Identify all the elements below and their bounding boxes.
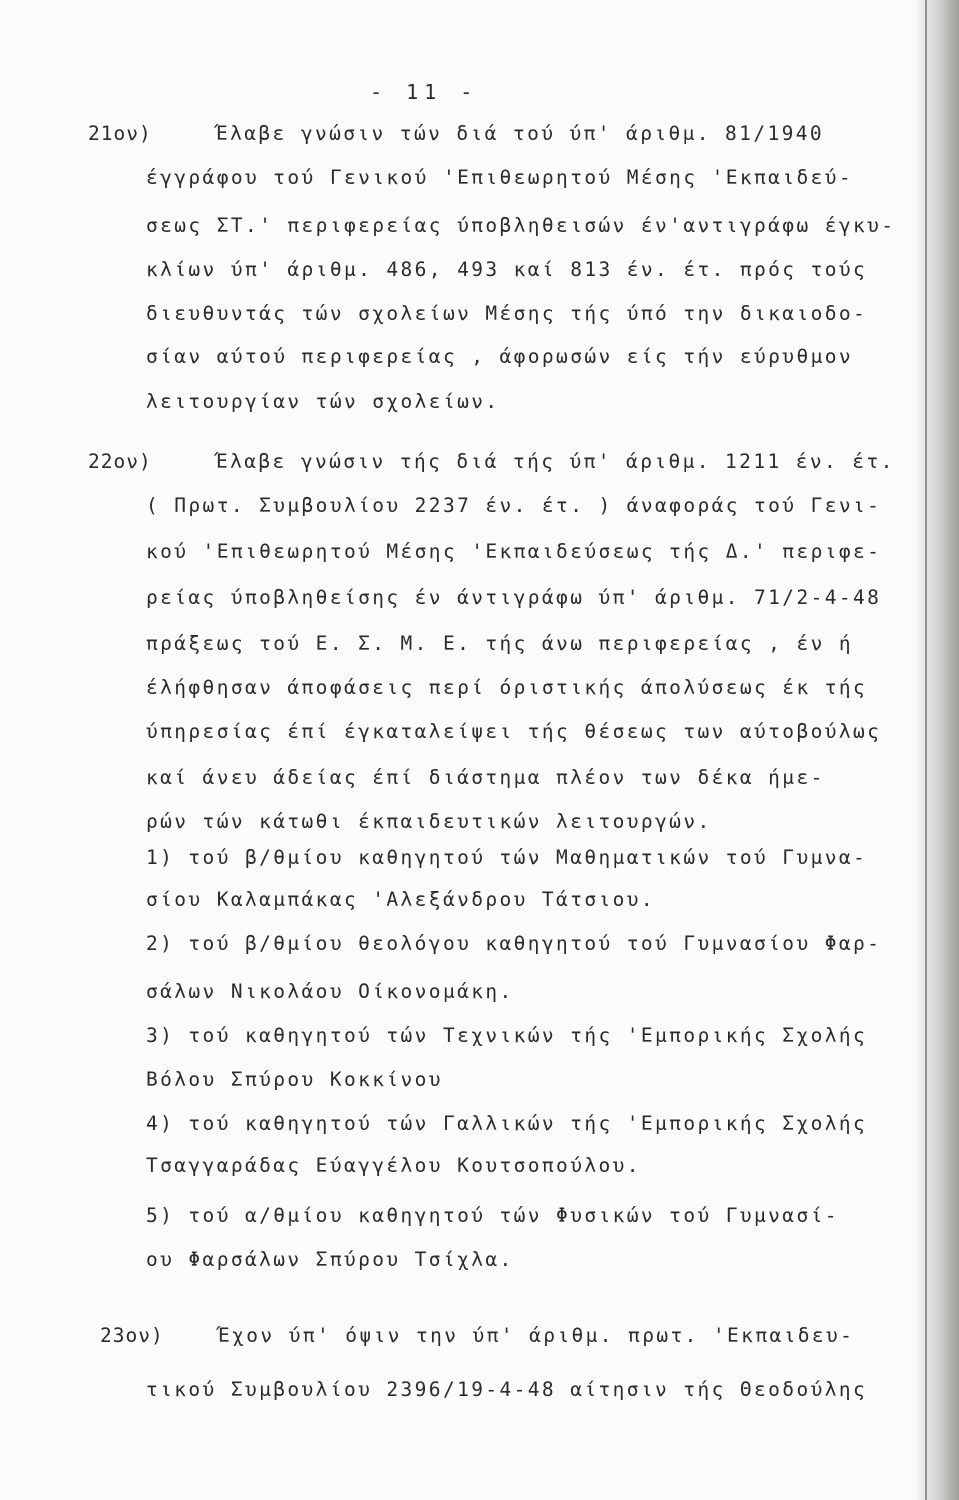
text-line: Τσαγγαράδας Εύαγγέλου Κουτσοπούλου.	[146, 1154, 641, 1177]
text-line	[100, 1324, 854, 1348]
text-line: ύπηρεσίας έπί έγκαταλείψει τής θέσεως των αύτοβούλως	[146, 720, 882, 743]
list-item: 3) τού καθηγητού τών Τεχνικών τής 'Εμπορικής Σχολής	[146, 1024, 868, 1047]
text-line	[88, 450, 895, 474]
line-text: Έλαβε γνώσιν τής διά τής ύπ' άριθμ. 1211 έν. έτ.	[216, 450, 895, 473]
page-number: - 11 -	[370, 80, 479, 104]
line-text: Έλαβε γνώσιν τών διά τού ύπ' άριθμ. 81/1940	[216, 122, 825, 145]
paragraph-number: 22ον)	[88, 450, 152, 473]
paragraph-number: 21ον)	[88, 122, 152, 145]
text-line: Βόλου Σπύρου Κοκκίνου	[146, 1068, 443, 1091]
text-line: σίου Καλαμπάκας 'Αλεξάνδρου Τάτσιου.	[146, 888, 656, 911]
text-line: διευθυντάς τών σχολείων Μέσης τής ύπό την δικαιοδο-	[146, 302, 868, 325]
text-line: ( Πρωτ. Συμβουλίου 2237 έν. έτ. ) άναφοράς τού Γενι-	[146, 494, 882, 517]
text-line: κλίων ύπ' άριθμ. 486, 493 καί 813 έν. έτ. πρός τούς	[146, 258, 868, 281]
text-line: κού 'Επιθεωρητού Μέσης 'Εκπαιδεύσεως τής Δ.' περιφε-	[146, 540, 882, 563]
list-item: 4) τού καθηγητού τών Γαλλικών τής 'Εμπορικής Σχολής	[146, 1112, 868, 1135]
text-line: έγγράφου τού Γενικού 'Επιθεωρητού Μέσης 'Εκπαιδεύ-	[146, 166, 853, 189]
text-line: σεως ΣΤ.' περιφερείας ύποβληθεισών έν'αντιγράφω έγκυ-	[146, 214, 896, 237]
text-line: ρείας ύποβληθείσης έν άντιγράφω ύπ' άριθμ. 71/2-4-48	[146, 586, 882, 609]
text-line: ου Φαρσάλων Σπύρου Τσίχλα.	[146, 1248, 514, 1271]
text-line: σίαν αύτού περιφερείας , άφορωσών είς τήν εύρυθμον	[146, 345, 853, 368]
paragraph-number: 23ον)	[100, 1324, 164, 1347]
page-edge-line	[925, 0, 927, 1500]
text-line: τικού Συμβουλίου 2396/19-4-48 αίτησιν τής Θεοδούλης	[146, 1378, 868, 1401]
text-line: καί άνευ άδείας έπί διάστημα πλέον των δέκα ήμε-	[146, 766, 825, 789]
list-item: 2) τού β/θμίου θεολόγου καθηγητού τού Γυμνασίου Φαρ-	[146, 932, 882, 955]
text-line: σάλων Νικολάου Οίκονομάκη.	[146, 980, 514, 1003]
text-line	[88, 122, 824, 146]
line-text: Έχον ύπ' όψιν την ύπ' άριθμ. πρωτ. 'Εκπαιδευ-	[218, 1324, 855, 1347]
text-line: ρών τών κάτωθι έκπαιδευτικών λειτουργών.	[146, 810, 712, 833]
list-item: 1) τού β/θμίου καθηγητού τών Μαθηματικών τού Γυμνα-	[146, 846, 868, 869]
page-edge-shadow	[917, 0, 959, 1500]
text-line: έλήφθησαν άποφάσεις περί όριστικής άπολύσεως έκ τής	[146, 676, 868, 699]
text-line: λειτουργίαν τών σχολείων.	[146, 390, 500, 413]
list-item: 5) τού α/θμίου καθηγητού τών Φυσικών τού Γυμνασί-	[146, 1204, 839, 1227]
text-line: πράξεως τού Ε. Σ. Μ. Ε. τής άνω περιφερείας , έν ή	[146, 632, 853, 655]
